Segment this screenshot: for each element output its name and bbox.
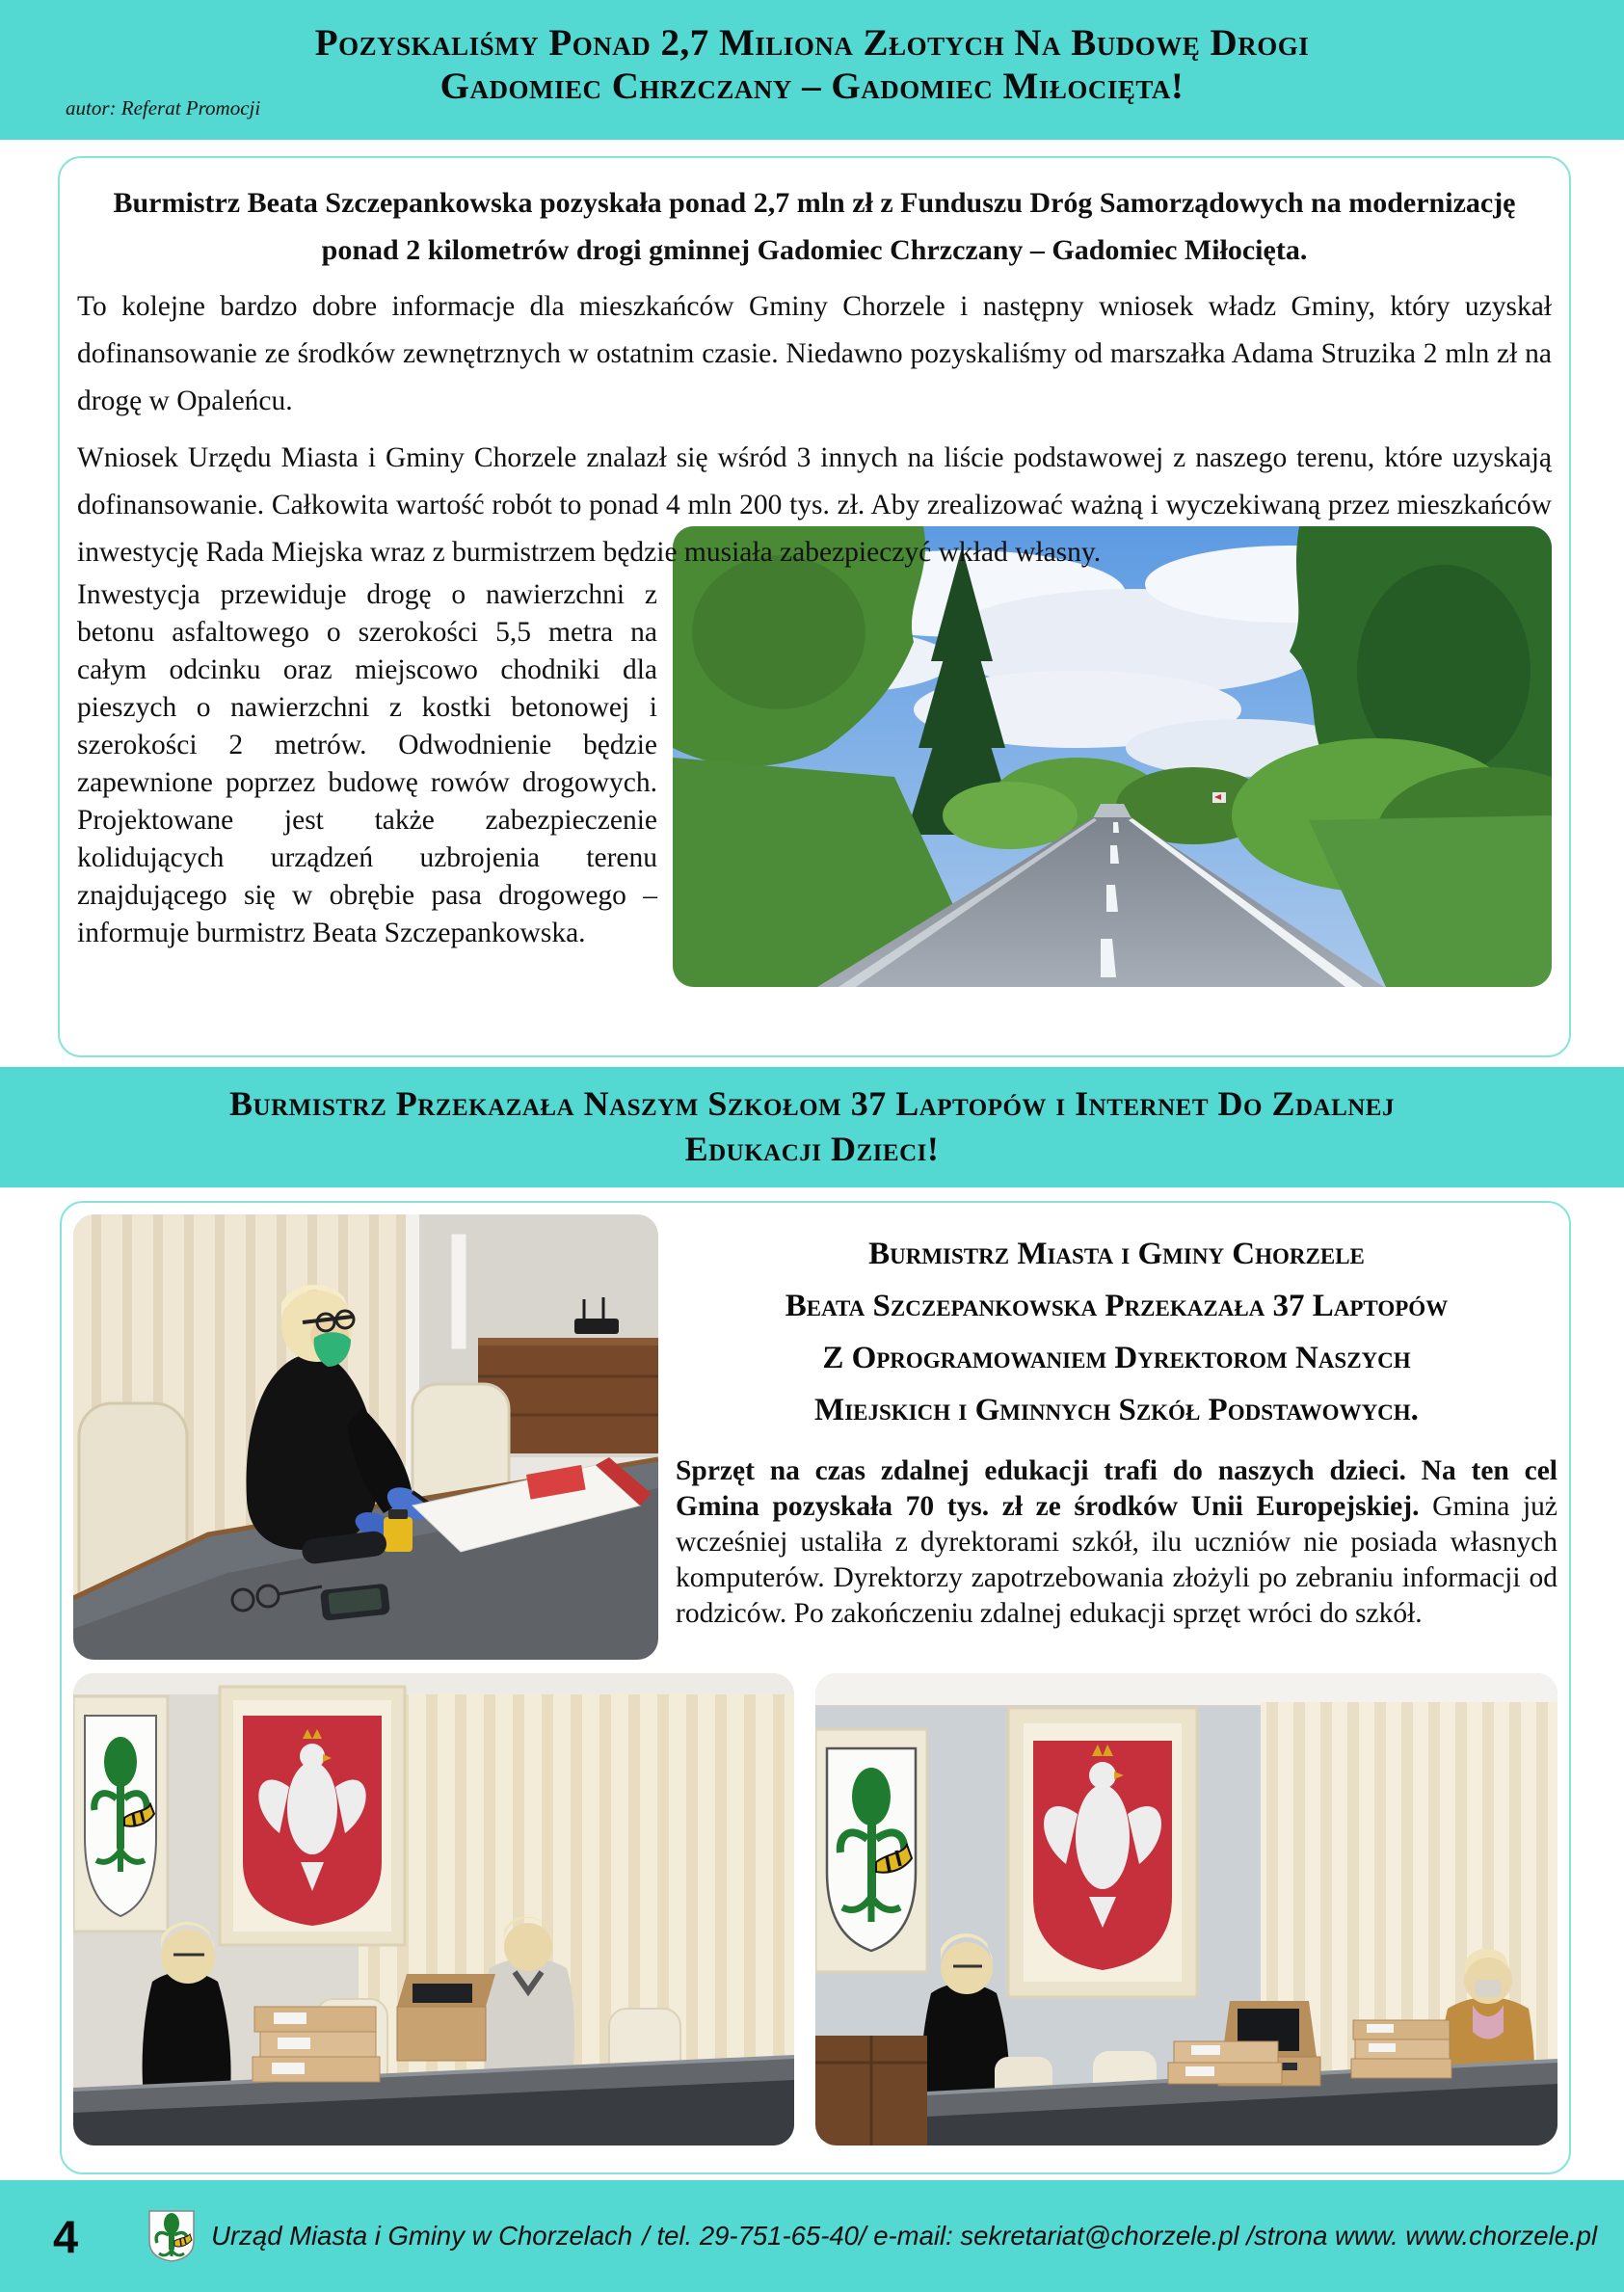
road-detail-paragraph: Inwestycja przewiduje drogę o nawierzchni z betonu asfaltowego o szerokości 5,5 metra na całym odcinku oraz miejscowo chodniki dla pieszych o nawierzchni z kostki betonowej i szerokości 2 metrów. Odwodnienie będzie zapewnione poprzez budowę rowów drogowych. Projektowane jest także zabezpieczenie kolidujących urządzeń uzbrojenia terenu znajdującego się w obrębie pasa drogowego – informuje burmistrz Beata Szczepankowska. bbox=[77, 579, 657, 948]
laptops-heading-line-4: Miejskich i Gminnych Szkół Podstawowych. bbox=[814, 1393, 1419, 1427]
road-columns bbox=[77, 576, 1552, 952]
laptops-heading-line-2: Beata Szczepankowska Przekazała 37 Laptopów bbox=[785, 1289, 1449, 1323]
chorzele-crest-frame bbox=[73, 1696, 168, 1932]
road-title-line-1: Pozyskaliśmy Ponad 2,7 Miliona Złotych Na Budowę Drogi bbox=[314, 22, 1310, 64]
road-paragraph-1: To kolejne bardzo dobre informacje dla mieszkańców Gminy Chorzele i następny wniosek władz Gminy, który uzyskał dofinansowanie ze środków zewnętrznych w ostatnim czasie. Niedawno pozyskaliśmy od marszałka Adama Struzika 2 mln zł na drogę w Opaleńcu. bbox=[77, 291, 1552, 416]
mayor-signing-illustration bbox=[73, 1214, 658, 1660]
footer-org: Urząd Miasta i Gminy w Chorzelach bbox=[211, 2221, 633, 2251]
road-paragraph-2: Wniosek Urzędu Miasta i Gminy Chorzele znalazł się wśród 3 innych na liście podstawowej z naszego terenu, które uzyskają dofinansowanie. Całkowita wartość robót to ponad 4 mln 200 tys. zł. Aby zrealizować ważną i wyczekiwaną przez mieszkańców inwestycję Rada Miejska wraz z burmistrzem będzie musiała zabezpieczyć wkład własny. bbox=[77, 442, 1552, 568]
footer-bar bbox=[0, 2180, 1624, 2292]
header-banner-road bbox=[0, 0, 1624, 140]
page-number: 4 bbox=[53, 2210, 79, 2262]
polish-eagle-emblem bbox=[220, 1687, 405, 1945]
laptops-heading-line-3: Z Oprogramowaniem Dyrektorom Naszych bbox=[822, 1341, 1411, 1375]
handover-photo-right bbox=[815, 1673, 1557, 2145]
header-banner-laptops bbox=[0, 1067, 1624, 1187]
laptops-title-line-2: Edukacji Dzieci! bbox=[684, 1130, 940, 1168]
article-road-box bbox=[58, 156, 1571, 1057]
laptops-lead-bold: Sprzęt na czas zdalnej edukacji trafi do naszych dzieci. Na ten cel Gmina pozyskała 70 tys. zł ze środków Unii Europejskiej. bbox=[676, 1455, 1557, 1522]
road-photo-illustration bbox=[673, 526, 1552, 987]
laptops-photos-row bbox=[73, 1673, 1557, 2145]
municipal-crest-icon bbox=[146, 2208, 198, 2264]
footer-contact-line bbox=[211, 2221, 1597, 2252]
footer-contact: / tel. 29-751-65-40/ e-mail: sekretariat@chorzele.pl /strona www. www.chorzele.pl bbox=[642, 2221, 1598, 2251]
open-laptop-box bbox=[397, 1974, 495, 2061]
laptops-text-column bbox=[676, 1214, 1557, 1660]
laptops-body-text: Gmina już wcześniej ustaliła z dyrektorami szkół, ilu uczniów nie posiada własnych komputerów. Dyrektorzy zapotrzebowania złożyli po zebraniu informacji od rodziców. Po zakończeniu zdalnej edukacji sprzęt wróci do szkół. bbox=[676, 1491, 1557, 1629]
author-credit: autor: Referat Promocji bbox=[66, 96, 261, 120]
polish-eagle-emblem bbox=[1008, 1708, 1197, 1997]
handover-photo-left bbox=[73, 1673, 794, 2145]
road-lead-paragraph: Burmistrz Beata Szczepankowska pozyskała ponad 2,7 mln zł z Funduszu Dróg Samorządowych na modernizację ponad 2 kilometrów drogi gminnej Gadomiec Chrzczany – Gadomiec Miłocięta. bbox=[113, 187, 1516, 266]
laptops-title-line-1: Burmistrz Przekazała Naszym Szkołom 37 Laptopów i Internet Do Zdalnej bbox=[229, 1084, 1395, 1123]
laptop-boxes-stack bbox=[253, 2007, 380, 2082]
laptops-heading-line-1: Burmistrz Miasta i Gminy Chorzele bbox=[868, 1237, 1365, 1271]
laptops-paragraph bbox=[676, 1453, 1557, 1632]
laptops-top-row bbox=[73, 1214, 1557, 1660]
mayor-signing-photo bbox=[73, 1214, 658, 1660]
handover-right-illustration bbox=[815, 1673, 1557, 2145]
chorzele-crest-frame bbox=[815, 1729, 927, 1972]
handover-left-illustration bbox=[73, 1673, 794, 2145]
article-laptops-box bbox=[60, 1201, 1571, 2174]
road-title-line-2: Gadomiec Chrzczany – Gadomiec Miłocięta! bbox=[439, 66, 1185, 107]
road-photo bbox=[673, 526, 1552, 987]
